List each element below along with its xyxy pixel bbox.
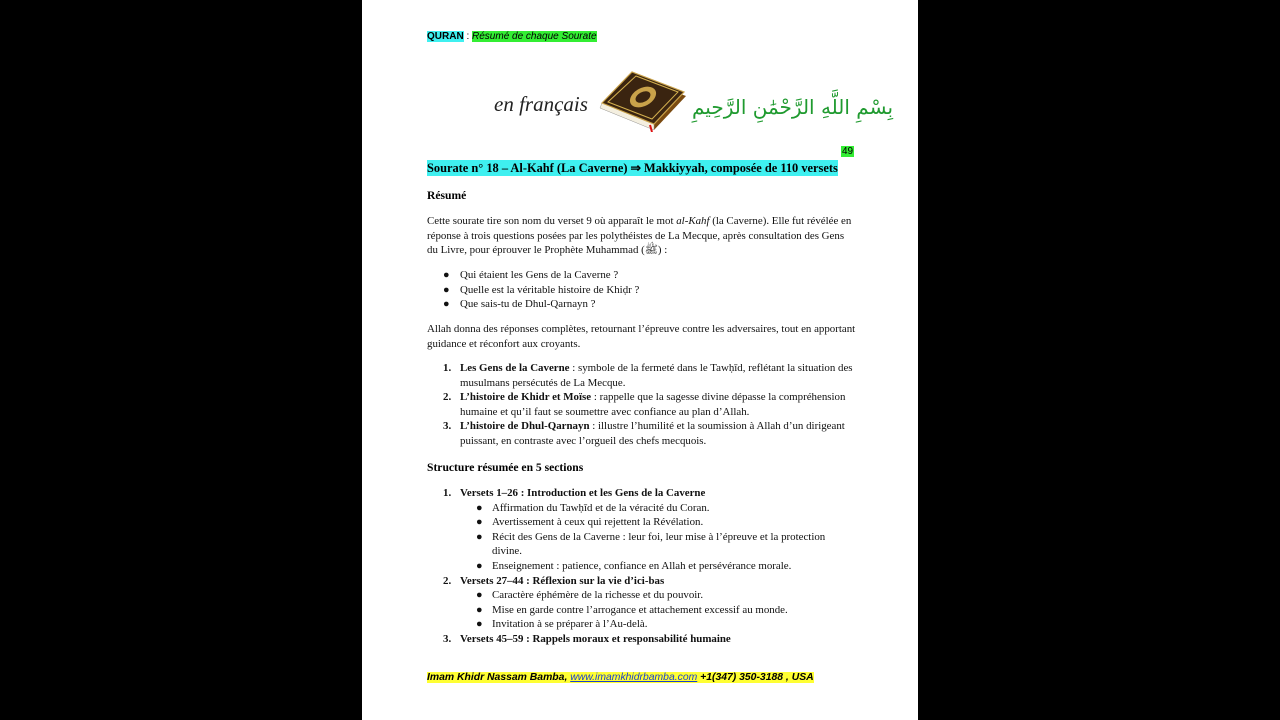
list-item: ● Que sais-tu de Dhul-Qarnayn ? (443, 298, 596, 311)
bullet-icon: ● (476, 516, 483, 529)
footer-author: Imam Khidr Nassam Bamba (427, 672, 565, 683)
intro-before: Cette sourate tire son nom du verset 9 où apparaît le mot (427, 215, 677, 227)
list-item: ● Avertissement à ceux qui rejettent la Révélation. (476, 516, 704, 529)
document-page (362, 0, 918, 720)
list-item: 2. L’histoire de Khidr et Moïse : rappelle que la sagesse divine dépasse la compréhension humaine et qu’il faut se soumettre avec confiance au plan d’Allah. (443, 391, 846, 418)
allah-paragraph: Allah donna des réponses complètes, retournant l’épreuve contre les adversaires, tout en apportant guidance et réconfort aux croyants. (427, 323, 856, 350)
surah-title: Sourate n° 18 – Al-Kahf (La Caverne) ⇒ Makkiyyah, composée de 110 versets (427, 161, 838, 175)
answers-list (427, 361, 857, 449)
list-item: ● Qui étaient les Gens de la Caverne ? (443, 269, 619, 281)
bullet-icon: ● (476, 618, 483, 631)
en-francais-label: en français (494, 92, 588, 116)
header-quran: QURAN (427, 31, 464, 42)
list-item: ● Affirmation du Tawḥīd et de la véracité du Coran. (476, 501, 710, 514)
bullet-icon: ● (443, 269, 450, 281)
intro-paragraph (427, 214, 857, 258)
footer-phone: +1(347) 350-3188 , USA (697, 672, 814, 683)
questions-list (427, 268, 857, 312)
list-item: ● Mise en garde contre l’arrogance et attachement excessif au monde. (476, 603, 788, 616)
section-title: Versets 27–44 : Réflexion sur la vie d’ici-bas (460, 574, 665, 587)
document-header (427, 31, 597, 42)
list-item: ● Récit des Gens de la Caverne : leur foi, leur mise à l’épreuve et la protection divine. (476, 530, 826, 558)
quran-book-icon (594, 70, 689, 132)
list-item: ● Invitation à se préparer à l’Au-delà. (476, 618, 648, 631)
section-item: 3. Versets 45–59 : Rappels moraux et responsabilité humaine (443, 632, 731, 645)
header-separator: : (463, 31, 473, 42)
list-item: ● Caractère éphémère de la richesse et du pouvoir. (476, 589, 704, 602)
structure-heading: Structure résumée en 5 sections (427, 461, 584, 474)
page-number: 49 (842, 146, 854, 157)
list-item: 3. L’histoire de Dhul-Qarnayn : illustre l’humilité et la soumission à Allah d’un dirigeant puissant, en contraste avec l’orgueil des chefs mecquois. (443, 420, 845, 447)
section-item: 1. Versets 1–26 : Introduction et les Gens de la Caverne ● Affirmation du Tawḥīd et de la véracité du Coran. ● Avertissement à ceux qui rejettent la Révélation. ● Récit des Gens de la Caverne : leur foi, leur mise à l’épreuve et la protection divine. ● Enseignement : patience, confiance en Allah et persévérance morale. (427, 486, 857, 574)
bullet-icon: ● (443, 298, 450, 311)
header-subtitle: Résumé de chaque Sourate (472, 31, 597, 42)
footer-website-link[interactable]: www.imamkhidrbamba.com (570, 672, 698, 683)
intro-after: (la Caverne). Elle fut révélée en réponse à trois questions posées par les polythéistes de La Mecque, après consultation des Gens du Livre, pour éprouver le Prophète Muhammad (ﷺ) : (427, 215, 852, 257)
bullet-icon: ● (443, 283, 450, 296)
sections-list (427, 486, 857, 647)
basmala-calligraphy: بِسْمِ اللَّهِ الرَّحْمَٰنِ الرَّحِيمِ (692, 95, 894, 119)
section-item: 2. Versets 27–44 : Réflexion sur la vie d’ici-bas ● Caractère éphémère de la richesse et du pouvoir. ● Mise en garde contre l’arrogance et attachement excessif au monde. ● Invitation à se préparer à l’Au-delà. (427, 574, 857, 632)
bullet-icon: ● (476, 501, 483, 514)
list-item: 1. Les Gens de la Caverne : symbole de la fermeté dans le Tawḥīd, reflétant la situation des musulmans persécutés de La Mecque. (443, 362, 853, 389)
intro-term: al-Kahf (676, 215, 710, 227)
bullet-icon: ● (476, 530, 483, 543)
bullet-icon: ● (476, 603, 483, 616)
list-item: ● Quelle est la véritable histoire de Khiḍr ? (443, 283, 640, 296)
section-title: Versets 45–59 : Rappels moraux et responsabilité humaine (460, 632, 731, 645)
list-item: ● Enseignement : patience, confiance en Allah et persévérance morale. (476, 559, 792, 572)
section-title: Versets 1–26 : Introduction et les Gens de la Caverne (460, 487, 706, 499)
bullet-icon: ● (476, 559, 483, 572)
bullet-icon: ● (476, 589, 483, 602)
resume-heading: Résumé (427, 189, 467, 202)
document-footer: Imam Khidr Nassam Bamba, www.imamkhidrbamba.com +1(347) 350-3188 , USA (427, 672, 814, 683)
